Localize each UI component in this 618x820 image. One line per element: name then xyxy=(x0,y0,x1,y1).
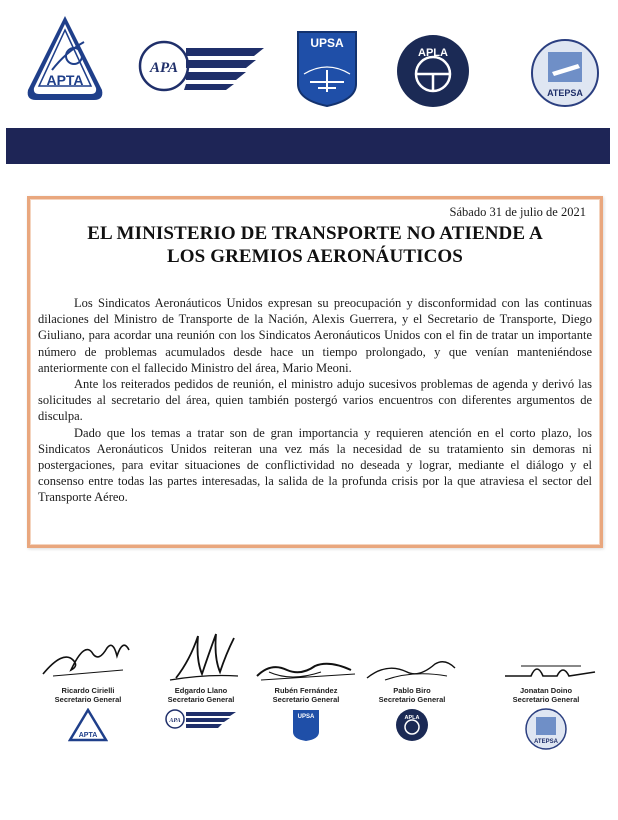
signature-block-llano xyxy=(141,630,261,730)
statement-title xyxy=(30,222,600,268)
apa-logo xyxy=(136,36,268,98)
title-line-2: LOS GREMIOS AERONÁUTICOS xyxy=(167,246,463,267)
paragraph-2: Ante los reiterados pedidos de reunión, el ministro adujo sucesivos problemas de agenda y derivó las solicitudes al secretario del área, quien también postergó varios encuentros con diferentes argumentos de disculpa. xyxy=(38,377,592,424)
signatory-role: Secretario General xyxy=(378,695,446,704)
signatory-role: Secretario General xyxy=(272,695,340,704)
upsa-logo xyxy=(296,30,358,108)
signatory-name: Ricardo Cirielli xyxy=(61,686,115,695)
signature-scribble xyxy=(251,652,361,686)
apta-mini-logo-label: APTA xyxy=(78,732,98,739)
signatory-role: Secretario General xyxy=(512,695,580,704)
signature-scribble xyxy=(33,630,143,686)
apla-logo-label: APLA xyxy=(418,47,448,59)
signature-scribble xyxy=(491,656,601,686)
signatory-role: Secretario General xyxy=(167,695,235,704)
signature-scribble xyxy=(357,656,467,686)
signature-block-doino xyxy=(486,656,606,750)
signature-block-fernandez xyxy=(246,652,366,742)
signature-block-biro xyxy=(352,656,472,742)
apa-mini-logo-label: APA xyxy=(169,718,181,724)
signatory-name: Rubén Fernández xyxy=(274,686,338,695)
statement-box xyxy=(27,196,603,548)
apla-mini-logo xyxy=(395,708,429,742)
apta-logo xyxy=(22,12,108,108)
atepsa-mini-logo-label: ATEPSA xyxy=(534,739,558,745)
paragraph-3: Dado que los temas a tratar son de gran importancia y requieren atención en el corto plazo, los Sindicatos Aeronáuticos Unidos reiteran una vez más la necesidad de su tratamiento sin demoras ni postergaciones, para evitar situaciones de conflictividad no deseada y lograr, mediante el diálogo y el consenso entre todas las partes interesadas, la salida de la profunda crisis por la que atraviesa el sector del Transporte Aéreo. xyxy=(38,425,592,505)
title-line-1: EL MINISTERIO DE TRANSPORTE NO ATIENDE A xyxy=(87,223,543,244)
signature-scribble xyxy=(146,630,256,686)
upsa-logo-label: UPSA xyxy=(310,36,344,50)
atepsa-logo-label: ATEPSA xyxy=(547,88,583,98)
apla-logo xyxy=(396,34,470,108)
signatory-name: Edgardo Llano xyxy=(174,686,228,695)
apa-logo-label: APA xyxy=(149,60,179,76)
signatory-role: Secretario General xyxy=(54,695,122,704)
statement-date: Sábado 31 de julio de 2021 xyxy=(449,205,586,219)
apla-mini-logo-label: APLA xyxy=(404,715,420,721)
paragraph-1: Los Sindicatos Aeronáuticos Unidos expresan su preocupación y disconformidad con las continuas dilaciones del Ministro de Transporte de la Nación, Alexis Guerrera, y el Secretario de Transporte, Diego Giuliano, para acordar una reunión con los Sindicatos Aeronáuticos Unidos con el fin de tratar un importante número de problemas acumulados desde hace un tiempo prolongado, y que venían manteniéndose anteriormente con el fallecido Ministro del área, Mario Meoni. xyxy=(38,296,592,375)
atepsa-logo xyxy=(530,38,600,108)
atepsa-mini-logo xyxy=(525,708,567,750)
apta-mini-logo xyxy=(68,708,108,744)
header-band xyxy=(6,128,610,164)
signature-block-cirielli xyxy=(28,630,148,744)
apta-logo-label: APTA xyxy=(46,72,84,88)
upsa-mini-logo xyxy=(291,708,321,742)
signatory-name: Pablo Biro xyxy=(393,686,431,695)
statement-body xyxy=(38,295,592,506)
signatory-name: Jonatan Doino xyxy=(519,686,573,695)
apa-mini-logo xyxy=(164,708,238,730)
upsa-mini-logo-label: UPSA xyxy=(297,714,315,720)
